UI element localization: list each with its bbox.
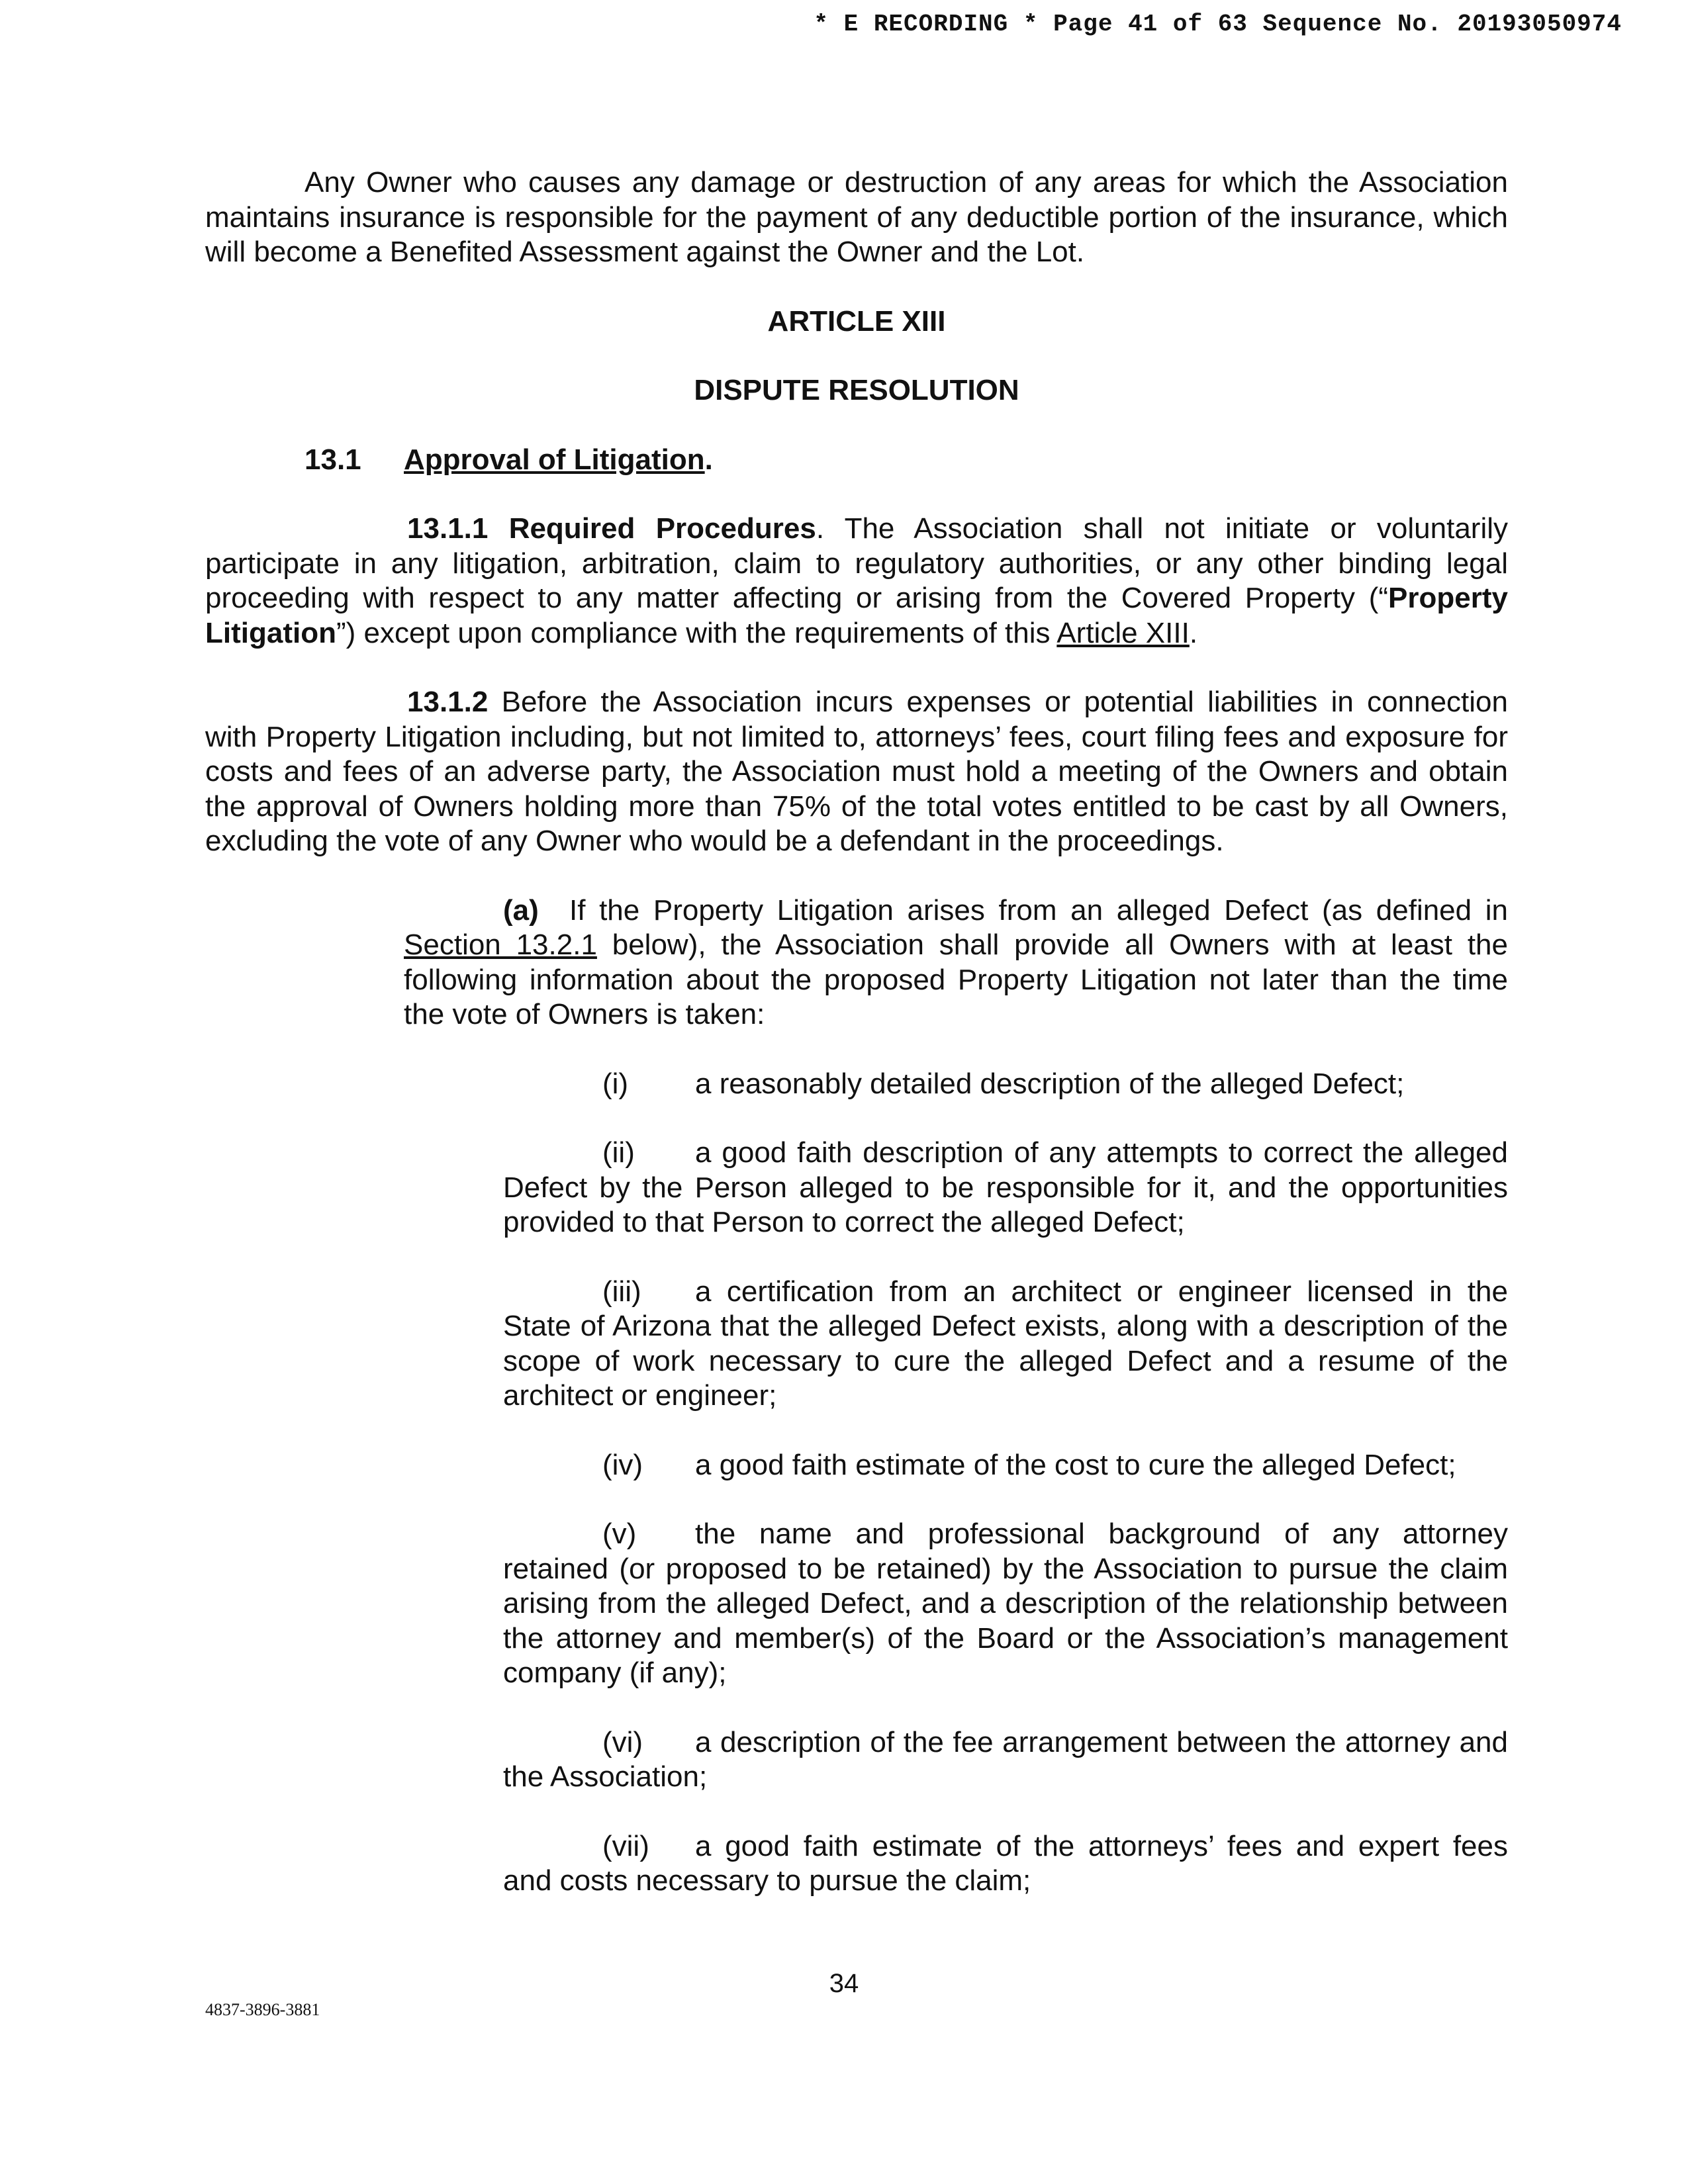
item-text: the name and professional background of any attorney retained (or proposed to be retained) by the Association to pursue the claim arising from the alleged Defect, and a description of the relationship between the attorney and member(s) of the Board or the Association’s management company (if any);: [503, 1518, 1508, 1689]
subsection-a: [404, 893, 1508, 1032]
subsection-a-text-cont: below), the Association shall provide all Owners with at least the following information about the proposed Property Litigation not later than the time the vote of Owners is taken:: [404, 929, 1508, 1030]
recording-header: * E RECORDING * Page 41 of 63 Sequence No. 20193050974: [814, 11, 1622, 38]
item-label: (iv): [602, 1448, 643, 1481]
item-text: a good faith estimate of the cost to cure the alleged Defect;: [695, 1448, 1456, 1481]
article-reference: Article XIII: [1056, 616, 1190, 649]
section-number: 13.1: [305, 443, 361, 476]
list-item: [503, 1829, 1508, 1899]
list-item: [503, 1275, 1508, 1414]
item-text: a certification from an architect or engineer licensed in the State of Arizona that the alleged Defect exists, along with a description of the scope of work necessary to cure the alleged Defect and a resume of the architect or engineer;: [503, 1275, 1508, 1412]
article-title: ARTICLE XIII: [767, 304, 946, 338]
page-number: 34: [829, 1969, 859, 1998]
subsection-text: Before the Association incurs expenses or potential liabilities in connection with Property Litigation including, but not limited to, attorneys’ fees, court filing fees and exposure for costs and fees of an adverse party, the Association must hold a meeting of the Owners and obtain the approval of Owners holding more than 75% of the total votes entitled to be cast by all Owners, excluding the vote of any Owner who would be a defendant in the proceedings.: [205, 686, 1508, 857]
subsection-text-cont: ”) except upon compliance with the requirements of this: [336, 616, 1057, 649]
list-item: [503, 1517, 1508, 1691]
article-subtitle: DISPUTE RESOLUTION: [694, 374, 1019, 406]
defined-term: Property Litigation: [205, 582, 1508, 649]
subsection-number: 13.1.2: [407, 686, 489, 718]
subsection-number: 13.1.1: [407, 512, 489, 545]
item-label: (vi): [602, 1725, 643, 1758]
item-text: a reasonably detailed description of the alleged Defect;: [695, 1067, 1405, 1100]
subsection-heading: Required Procedures: [508, 512, 816, 545]
document-id: 4837-3896-3881: [205, 2000, 320, 2019]
list-item: [503, 1136, 1508, 1240]
item-text: a description of the fee arrangement between the attorney and the Association;: [503, 1725, 1508, 1793]
item-label: (vii): [602, 1829, 649, 1862]
section-reference: Section 13.2.1: [404, 929, 597, 961]
section-title: Approval of Litigation: [404, 443, 705, 476]
list-item: [503, 1067, 1508, 1102]
subsection-a-text: If the Property Litigation arises from an alleged Defect (as defined in: [569, 893, 1508, 927]
section-13-1-2: [205, 685, 1508, 859]
item-label: (i): [602, 1067, 629, 1100]
section-13-1-1: [205, 512, 1508, 651]
document-body: [205, 165, 1508, 1899]
item-text: a good faith estimate of the attorneys’ fees and expert fees and costs necessary to pursue the claim;: [503, 1829, 1508, 1897]
subsection-a-label: (a): [503, 893, 539, 927]
section-title-suffix: .: [704, 443, 713, 476]
item-label: (iii): [602, 1275, 641, 1308]
intro-paragraph: Any Owner who causes any damage or destruction of any areas for which the Association maintains insurance is responsible for the payment of any deductible portion of the insurance, which will become a Benefited Assessment against the Owner and the Lot.: [205, 166, 1508, 268]
subsection-text: . The Association shall not initiate or voluntarily participate in any litigation, arbitration, claim to regulatory authorities, or any other binding legal proceeding with respect to any matter affecting or arising from the Covered Property (“: [205, 512, 1509, 614]
item-text: a good faith description of any attempts to correct the alleged Defect by the Person alleged to be responsible for it, and the opportunities provided to that Person to correct the alleged Defect;: [503, 1136, 1508, 1238]
subsection-end: .: [1189, 616, 1198, 649]
item-label: (ii): [602, 1136, 635, 1169]
section-13-1-heading: [305, 443, 1508, 478]
list-item: [503, 1448, 1508, 1483]
list-item: [503, 1725, 1508, 1795]
item-label: (v): [602, 1518, 637, 1550]
